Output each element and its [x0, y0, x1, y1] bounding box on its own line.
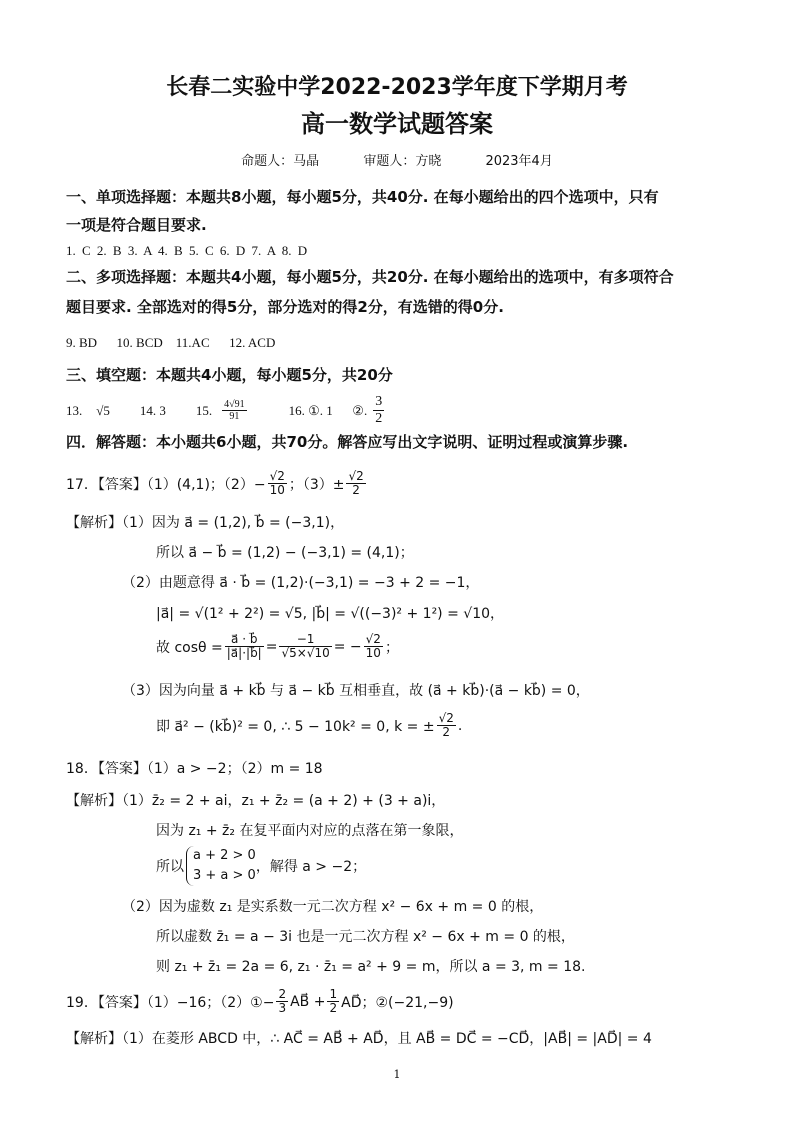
q17-l5-f1-num: a⃗ · b⃗: [225, 633, 264, 647]
q18-line6: 则 z₁ + z̄₁ = 2a = 6, z₁ · z̄₁ = a² + 9 = m，所以 a = 3, m = 18.: [156, 959, 586, 975]
q19-answer-frac1: [276, 988, 288, 1015]
q18-line1: 【解析】（1）z̄₂ = 2 + ai，z₁ + z̄₂ = (a + 2) + (3 + a)i，: [66, 793, 446, 809]
q17-line7-frac: [437, 712, 456, 739]
q17-l7-num: √2: [438, 711, 454, 725]
q16-fraction: [373, 394, 384, 427]
section3-heading: 三、填空题：本题共4小题，每小题5分，共20分: [66, 366, 393, 384]
date: 2023年4月: [485, 154, 553, 169]
q19-answer-a: 19．【答案】（1）−16；（2）①−: [66, 994, 275, 1011]
q17-answer-frac1: [268, 470, 287, 497]
q18-line5: 所以虚数 z̄₁ = a − 3i 也是一元二次方程 x² − 6x + m = 0 的根，: [156, 929, 575, 945]
section2-answers: 9. BD 10. BCD 11.AC 12. ACD: [66, 335, 276, 350]
q19-answer: [66, 988, 454, 1015]
q18-line3-a: 所以: [156, 859, 184, 875]
q17-line5: [156, 633, 399, 660]
q18-line3: [156, 846, 366, 886]
q17-l5-f3-den: 10: [365, 646, 381, 660]
q18-ineq2: 3 + a > 0: [193, 868, 256, 883]
q17-line5-frac3: [364, 633, 383, 660]
q16-label: 16. ①. 1 ②.: [288, 402, 368, 418]
q15-denominator: 91: [229, 411, 240, 422]
q19-f2-den: 2: [329, 1001, 338, 1015]
q17-answer-frac2: [346, 470, 365, 497]
exam-title: 长春二实验中学2022-2023学年度下学期月考: [166, 75, 628, 100]
q19-f1-num: 2: [278, 987, 287, 1001]
q17-frac1-num: √2: [269, 469, 285, 483]
author: 命题人：马晶: [241, 154, 320, 169]
q13-answer: √5: [96, 402, 110, 418]
exam-subtitle: 高一数学试题答案: [301, 110, 493, 138]
q18-line3-b: ，解得 a > −2；: [255, 859, 367, 875]
q14-label: 14. 3: [139, 402, 166, 418]
q18-line4: （2）因为虚数 z₁ 是实系数一元二次方程 x² − 6x + m = 0 的根，: [122, 899, 544, 915]
q16-denominator: 2: [375, 411, 383, 426]
q17-l7-den: 2: [442, 725, 451, 739]
q18-inequality-system: [186, 846, 256, 886]
q17-line5-c: = −: [333, 638, 362, 655]
q17-line5-d: ；: [384, 639, 399, 656]
page-number: 1: [393, 1068, 401, 1081]
q17-line5-b: =: [265, 638, 278, 655]
q17-frac2-num: √2: [348, 469, 364, 483]
section3-answers: [66, 394, 386, 427]
q17-line7: 即 a⃗² − (kb⃗)² = 0, ∴ 5 − 10k² = 0, k = ± $\frac{√2}{2}$ .: [156, 711, 463, 739]
q17-line7-a: 即 a⃗² − (kb⃗)² = 0, ∴ 5 − 10k² = 0, k = ±: [156, 718, 435, 735]
q13-label: 13.: [66, 402, 83, 418]
q15-label: 15.: [195, 402, 213, 418]
q17-frac2-den: 2: [352, 483, 360, 497]
q17-answer-b: ；（3）±: [288, 476, 345, 493]
q17-l5-f2-num: −1: [279, 633, 331, 647]
q17-line2: 所以 a⃗ − b⃗ = (1,2) − (−3,1) = (4,1)；: [156, 545, 414, 561]
q18-answer: 18．【答案】（1）a > −2；（2）m = 18: [66, 761, 323, 777]
q17-answer-a: 17．【答案】（1）(4,1)；（2）−: [66, 476, 266, 493]
q17-frac1-den: 10: [269, 483, 285, 497]
q19-f2-num: 1: [329, 987, 338, 1001]
section1-answers: 1. C 2. B 3. A 4. B 5. C 6. D 7. A 8. D: [66, 243, 308, 258]
q16-numerator: 3: [375, 394, 383, 409]
section1-heading-a: 一、单项选择题：本题共8小题，每小题5分，共40分. 在每小题给出的四个选项中，只有: [66, 188, 659, 206]
q17-l5-f3-num: √2: [365, 632, 381, 646]
q17-line6: （3）因为向量 a⃗ + kb⃗ 与 a⃗ − kb⃗ 互相垂直，故 (a⃗ + kb⃗)·(a⃗ − kb⃗) = 0，: [122, 683, 590, 699]
section2-heading-a: 二、多项选择题：本题共4小题，每小题5分，共20分. 在每小题给出的选项中，有多项符合: [66, 268, 674, 286]
q17-line5-frac1: [225, 633, 264, 660]
q17-line3: （2）由题意得 a⃗ · b⃗ = (1,2)·(−3,1) = −3 + 2 = −1，: [122, 575, 480, 591]
q17-line5-a: 故 cosθ =: [156, 639, 223, 656]
exam-meta: [0, 150, 794, 169]
q17-l5-f2-den: √5×√10: [281, 646, 330, 660]
section2-heading-b: 题目要求. 全部选对的得5分，部分选对的得2分，有选错的得0分.: [66, 298, 504, 316]
q15-numerator: 4√91: [224, 399, 245, 410]
q19-answer-frac2: [327, 988, 339, 1015]
q19-answer-c: AD⃗；②(−21,−9): [341, 994, 454, 1011]
q17-line4: |a⃗| = √(1² + 2²) = √5, |b⃗| = √((−3)² + 1²) = √10，: [156, 606, 505, 622]
q19-f1-den: 3: [278, 1001, 287, 1015]
q15-fraction: [222, 399, 247, 422]
reviewer: 审题人：方晓: [363, 154, 442, 169]
q17-line1: 【解析】（1）因为 a⃗ = (1,2), b⃗ = (−3,1)，: [66, 515, 345, 531]
q18-line2: 因为 z₁ + z̄₂ 在复平面内对应的点落在第一象限，: [156, 823, 464, 839]
q17-line5-frac2: [279, 633, 331, 660]
section4-heading: 四．解答题：本小题共6小题，共70分。解答应写出文字说明、证明过程或演算步骤.: [66, 433, 629, 451]
q17-answer: [66, 470, 368, 497]
q18-ineq1: a + 2 > 0: [193, 848, 256, 863]
section1-heading-b: 一项是符合题目要求.: [66, 216, 207, 234]
q19-line1: 【解析】（1）在菱形 ABCD 中，∴ AC⃗ = AB⃗ + AD⃗，且 AB⃗ = DC⃗ = −CD⃗，|AB⃗| = |AD⃗| = 4: [66, 1031, 652, 1047]
q19-answer-b: AB⃗ +: [290, 993, 326, 1010]
q17-l5-f1-den: |a⃗|·|b⃗|: [226, 646, 262, 660]
